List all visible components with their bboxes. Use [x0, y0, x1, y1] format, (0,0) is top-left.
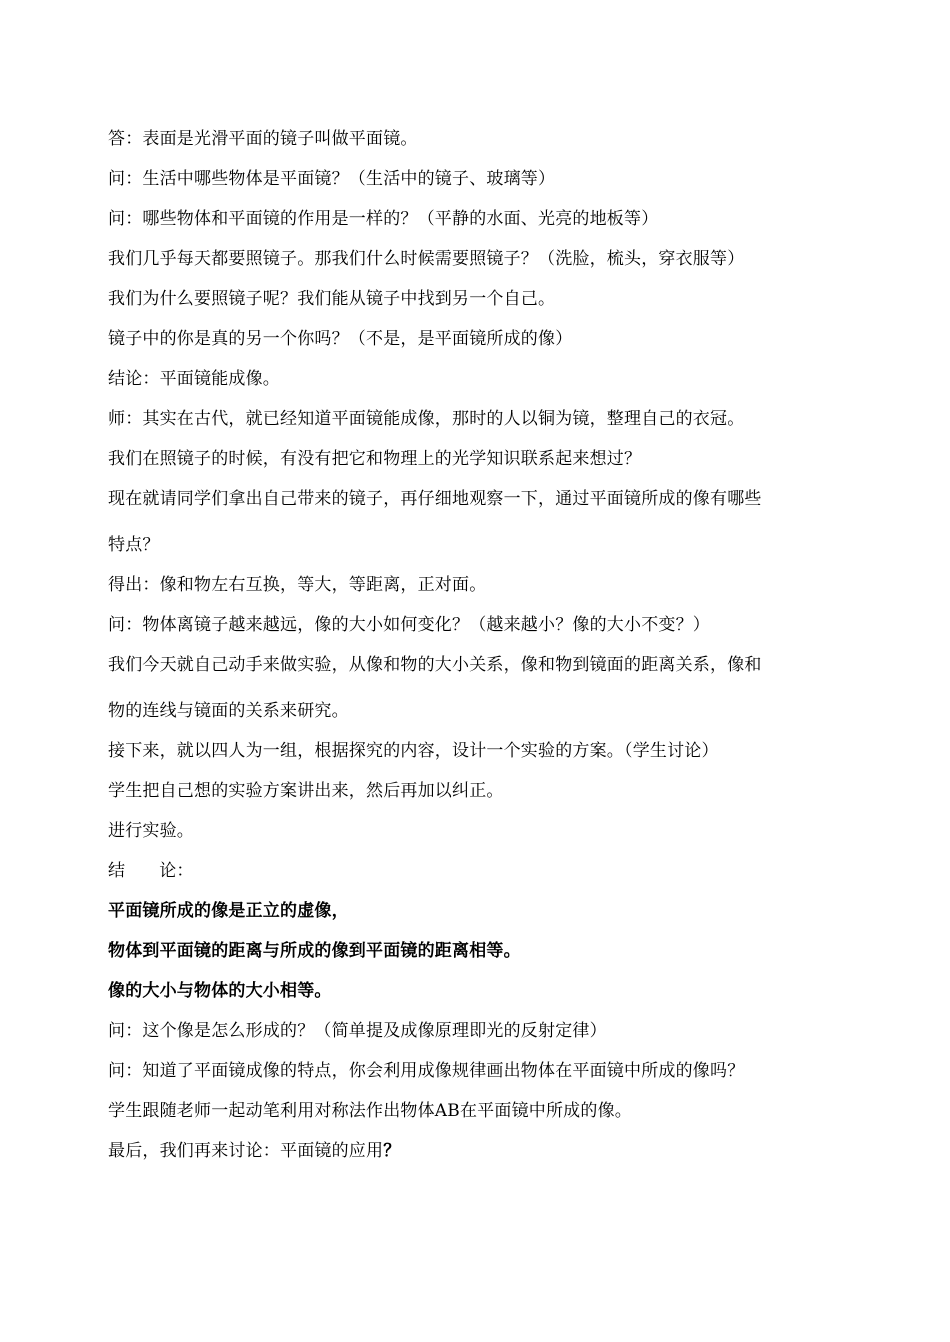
text-symmetry-method: 学生跟随老师一起动笔利用对称法作出物体AB在平面镜中所成的像。: [108, 1101, 632, 1121]
text-daily-mirror: 我们几乎每天都要照镜子。那我们什么时候需要照镜子？（洗脸，梳头，穿衣服等）: [108, 249, 745, 269]
result-image-features: 得出：像和物左右互换，等大，等距离，正对面。: [108, 575, 487, 595]
document-body: [108, 128, 848, 1180]
conclusion-equal-distance: 物体到平面镜的距离与所成的像到平面镜的距离相等。: [108, 941, 521, 961]
final-discussion: [108, 1140, 848, 1162]
conclusion-equal-size: 像的大小与物体的大小相等。: [108, 981, 332, 1001]
paragraph-experiment-line-2: 物的连线与镜面的关系来研究。: [108, 701, 349, 721]
question-how-formed: 问：这个像是怎么形成的？（简单提及成像原理即光的反射定律）: [108, 1021, 607, 1041]
paragraph-observe-line-1: 现在就请同学们拿出自己带来的镜子，再仔细地观察一下，通过平面镜所成的像有哪些: [108, 489, 762, 509]
final-discussion-mark: ？: [383, 1141, 401, 1161]
paragraph-experiment: [108, 654, 848, 722]
text-why-mirror: 我们为什么要照镜子呢？我们能从镜子中找到另一个自己。: [108, 289, 556, 309]
final-discussion-text: 最后，我们再来讨论：平面镜的应用: [108, 1141, 384, 1161]
paragraph-experiment-line-1: 我们今天就自己动手来做实验，从像和物的大小关系，像和物到镜面的距离关系，像和: [108, 655, 762, 675]
question-draw-image: 问：知道了平面镜成像的特点，你会利用成像规律画出物体在平面镜中所成的像吗？: [108, 1061, 745, 1081]
text-students-present: 学生把自己想的实验方案讲出来，然后再加以纠正。: [108, 781, 504, 801]
teacher-ancient-mirrors: 师：其实在古代，就已经知道平面镜能成像，那时的人以铜为镜，整理自己的衣冠。: [108, 409, 745, 429]
text-do-experiment: 进行实验。: [108, 821, 194, 841]
text-real-you: 镜子中的你是真的另一个你吗？（不是，是平面镜所成的像）: [108, 329, 573, 349]
question-similar-objects: 问：哪些物体和平面镜的作用是一样的？（平静的水面、光亮的地板等）: [108, 209, 659, 229]
text-optics-link: 我们在照镜子的时候，有没有把它和物理上的光学知识联系起来想过？: [108, 449, 642, 469]
conclusion-label: [108, 860, 848, 882]
conclusion-label-part-1: 结: [108, 861, 126, 881]
conclusion-label-part-2: 论：: [159, 861, 194, 881]
question-mirrors-in-life: 问：生活中哪些物体是平面镜？（生活中的镜子、玻璃等）: [108, 169, 556, 189]
conclusion-upright-virtual: 平面镜所成的像是正立的虚像，: [108, 901, 349, 921]
paragraph-observe-line-2: 特点？: [108, 535, 160, 555]
question-distance-size: 问：物体离镜子越来越远，像的大小如何变化？（越来越小？像的大小不变？）: [108, 615, 710, 635]
answer-definition: 答：表面是光滑平面的镜子叫做平面镜。: [108, 129, 418, 149]
text-group-design: 接下来，就以四人为一组，根据探究的内容，设计一个实验的方案。（学生讨论）: [108, 741, 719, 761]
conclusion-mirror-images: 结论：平面镜能成像。: [108, 369, 280, 389]
paragraph-observe: [108, 488, 848, 556]
